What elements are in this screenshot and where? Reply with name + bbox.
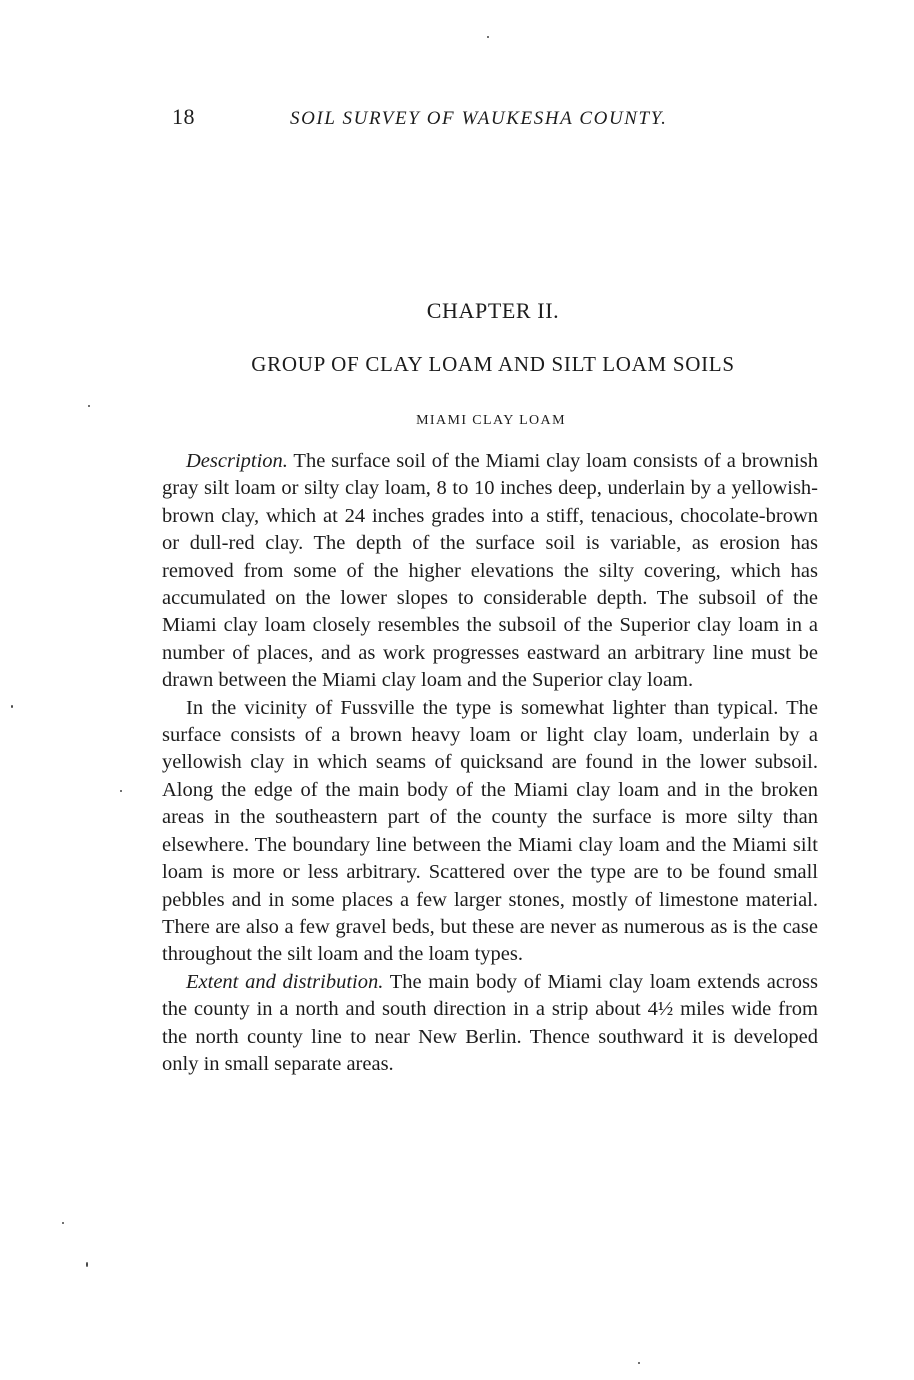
paragraph-lead-description: Description. — [186, 450, 288, 472]
paragraph-extent — [162, 969, 818, 1079]
paragraph-fussville — [162, 695, 818, 969]
speck — [120, 790, 122, 792]
paragraph-description — [162, 448, 818, 695]
section-title: MIAMI CLAY LOAM — [416, 413, 566, 428]
speck — [487, 36, 489, 38]
speck — [62, 1222, 64, 1224]
speck — [86, 1262, 88, 1267]
paragraph-lead-extent: Extent and distribution. — [186, 970, 384, 993]
speck — [11, 705, 13, 708]
running-head — [168, 104, 728, 134]
running-title: SOIL SURVEY OF WAUKESHA COUNTY. — [290, 108, 668, 129]
paragraph-text-description: The surface soil of the Miami clay loam consists of a brownish gray silt loam or silty clay loam, 8 to 10 inches deep, underlain by a yellowish-brown clay, which at 24 inches grades into a stiff, tenacious, chocolate-brown or dull-red clay. The depth of the surface soil is variable, as erosion has removed from some of the higher elevations the silty covering, which has accumulated on the lower slopes to considerable depth. The subsoil of the Miami clay loam closely resembles the subsoil of the Superior clay loam in a number of places, and as work progresses eastward an arbitrary line must be drawn between the Miami clay loam and the Superior clay loam. — [162, 450, 818, 692]
body-text — [162, 448, 818, 1078]
speck — [638, 1362, 640, 1364]
chapter-title: GROUP OF CLAY LOAM AND SILT LOAM SOILS — [251, 352, 735, 376]
chapter-label: CHAPTER II. — [426, 298, 560, 323]
paragraph-text-fussville: In the vicinity of Fussville the type is somewhat lighter than typical. The surface consists of a brown heavy loam or light clay loam, underlain by a yellowish clay in which seams of quicksand are found in the lower subsoil. Along the edge of the main body of the Miami clay loam and in the broken areas in the southeastern part of the county the surface is more silty than elsewhere. The boundary line between the Miami clay loam and the Miami silt loam is more or less arbitrary. Scattered over the type are to be found small pebbles and in some places a few larger stones, mostly of limestone material. There are also a few gravel beds, but these are never as numerous as is the case throughout the silt loam and the loam types. — [162, 696, 818, 966]
page-number: 18 — [172, 104, 195, 129]
speck — [88, 405, 90, 407]
paragraph-text-extent: The main body of Miami clay loam extends across the county in a north and south direction in a strip about 4½ miles wide from the north county line to near New Berlin. Thence southward it is developed only in small separate areas. — [162, 970, 818, 1075]
